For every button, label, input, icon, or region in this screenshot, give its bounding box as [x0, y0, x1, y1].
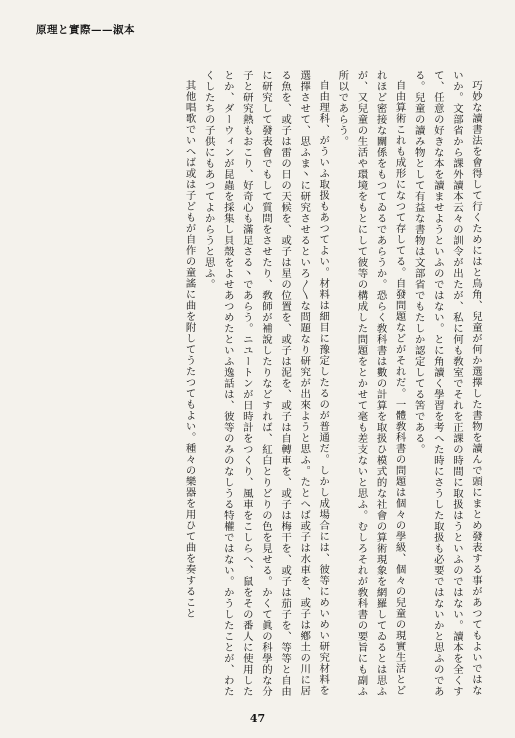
page-number: 47: [249, 712, 266, 725]
paragraph-singing: 其他唱歌でいへば或は子どもが自作の童謠に曲を附してうたつてもよい。種々の樂器を用ひて曲を奏すること: [183, 80, 196, 620]
paragraph-free-arithmetic: 自由算術これも成形になつて存してる。自發問題などがそれだ。一體敎科書の問題は個々の學級、個々の兒童の現實生活とどれほど密接な關係をもつてゐるであらうか。恐らく敎科書は數の計算を取扱ひ模式的な社會の算術現象を網羅してゐるとは思ふが、又兒童の生活や環境をもとにして彼等の構成した問題をとかせて毫も差支ないと思ふ。むしろそれが敎科書の要旨にも副ふ所以であらう。: [336, 70, 406, 697]
paragraph-reading: 巧妙な讀書法を會得して行くためにはと鳥角、兒童が何か選擇した書物を讀んで頭にまとめ發表する事があつてもよいではないか。文部省から課外讀本云々の訓令が出たが、私に何も敎室でそれを正課の時間に取扱はうといふのではない。讀本を全くすて、任意の好きな本を讀ませようといふのではない。とに角讀く學習を考へた時にさうした取扱も必要ではないかと思ふのである。兒童の讀み物として有益な書物は文部省でもたしか認定してる筈である。: [412, 70, 482, 697]
paragraph-free-science: 自由理科、がういふ取扱もあつてよい。材料は細目に豫定したるのが普通だ。しかし成場合には、彼等にめいめい研究材料を選擇させて、思ふま丶に研究させるといろ〱な問題なり研究が出來ようと思ふ。たとへば或子は水車を、或子は鄕土の川に居る魚を、或子は雷の日の天候を、或子は星の位置を、或子は泥を、或子は自轉車を、或子は梅干を、或子は茄子を、等等と自由に研究して發表會でもして質問をさせたり、敎師が補說したりなどすれば、紅白とりどりの色を見せる。かくて眞の科學的な分子と研究熱もおこり、好奇心も滿足さる丶であらう。ニユートンが日時計をつくり、風車をこしらへ、鼠をその番人に使用したとか、ダーウィンが昆蟲を採集し貝殼をよせあつめたといふ逸話は、彼等のみのなしうる特權ではない。かうしたことが、わたくしたちの子供にもあつてよからうと思ふ。: [202, 70, 330, 697]
vertical-body-text: [25, 70, 485, 704]
running-header: 原理と實際——淑本: [36, 24, 135, 36]
